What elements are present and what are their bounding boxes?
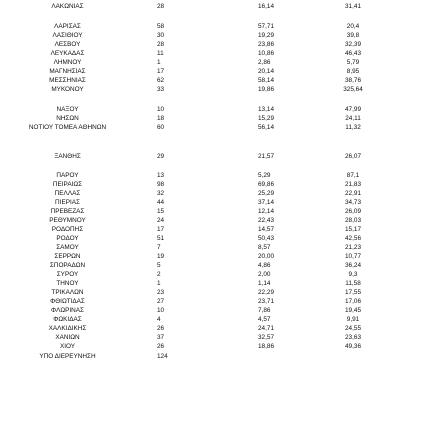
table-row [0,189,428,198]
cell-count: 5 [157,262,161,269]
cell-count: 37 [157,334,165,341]
cell-rate: 56,14 [258,124,274,131]
cell-count: 18 [157,115,165,122]
cell-count: 28 [157,41,165,48]
table-row [0,76,428,85]
table-row [0,288,428,297]
cell-name: ΛΑΣΙΘΙΟΥ [52,32,83,39]
table-row [0,58,428,67]
cell-name: ΦΛΩΡΙΝΑΣ [50,307,84,314]
cell-rate: 57,71 [258,23,274,30]
cell-per: 28,03 [345,217,361,224]
cell-rate: 10,86 [258,50,274,57]
cell-per: 10,77 [345,253,361,260]
cell-per: 8,95 [346,68,360,75]
cell-name: ΡΟΔΟΠΗΣ [51,226,84,233]
cell-count: 10 [157,307,165,314]
cell-rate: 23,86 [258,41,274,48]
table-row [0,234,428,243]
cell-count: 33 [157,86,165,93]
cell-per: 21,23 [345,244,361,251]
cell-count: 23 [157,289,165,296]
cell-count: 29 [157,153,165,160]
cell-rate: 14,57 [258,226,274,233]
cell-rate: 2,86 [258,59,271,66]
cell-rate: 19,86 [258,86,274,93]
cell-count: 17 [157,68,165,75]
cell-per: 21,83 [345,181,361,188]
cell-name: ΣΠΟΡΑΔΩΝ [49,262,86,269]
cell-name: ΞΑΝΘΗΣ [54,153,81,160]
cell-rate: 8,57 [258,244,271,251]
cell-name: ΦΩΚΙΔΑΣ [53,316,82,323]
cell-count: 124 [157,353,168,360]
table-row [0,243,428,252]
cell-rate: 50,43 [258,235,274,242]
cell-per: 19,45 [345,307,361,314]
cell-count: 27 [157,298,165,305]
cell-rate: 4,86 [258,262,271,269]
table-row [0,216,428,225]
cell-count: 15 [157,208,165,215]
cell-rate: 5,29 [258,172,271,179]
cell-per: 23,63 [345,334,361,341]
cell-count: 1 [157,59,161,66]
table-row [0,297,428,306]
cell-per: 325,64 [343,86,363,93]
cell-rate: 69,86 [258,181,274,188]
cell-per: 34,73 [345,199,361,206]
cell-count: 10 [157,106,165,113]
cell-name: ΜΑΓΝΗΣΙΑΣ [49,68,86,75]
cell-per: 46,43 [345,50,361,57]
cell-per: 47,99 [345,106,361,113]
table-row [0,22,428,31]
cell-per: 24,55 [345,325,361,332]
cell-count: 28 [157,3,165,10]
table-row [0,207,428,216]
table-row [0,105,428,114]
cell-per: 9,3 [348,271,358,278]
cell-rate: 37,14 [258,199,274,206]
cell-per: 32,39 [345,41,361,48]
cell-name: ΤΡΙΚΑΛΩΝ [51,289,84,296]
cell-rate: 20,14 [258,68,274,75]
cell-per: 17,06 [345,298,361,305]
cell-count: 2 [157,271,161,278]
cell-rate: 23,71 [258,298,274,305]
cell-name: ΠΑΡΟΥ [56,172,79,179]
cell-rate: 22,29 [258,289,274,296]
cell-count: 60 [157,124,165,131]
cell-rate: 32,57 [258,334,274,341]
table-row [0,252,428,261]
table-row [0,180,428,189]
table-row [0,342,428,351]
cell-rate: 4,57 [258,316,271,323]
cell-per: 36,24 [345,262,361,269]
cell-name: ΤΗΝΟΥ [56,280,79,287]
table-row [0,225,428,234]
cell-rate: 24,71 [258,325,274,332]
cell-per: 38,76 [345,77,361,84]
cell-count: 7 [157,244,161,251]
cell-per: 11,32 [345,124,361,131]
cell-name: ΠΕΛΛΑΣ [54,190,81,197]
cell-rate: 20,00 [258,253,274,260]
cell-per: 24,11 [345,115,361,122]
cell-name: ΛΑΡΙΣΑΣ [54,23,81,30]
cell-rate: 13,14 [258,106,274,113]
cell-rate: 18,86 [258,343,274,350]
cell-rate: 1,14 [258,280,271,287]
cell-name: ΥΠΟ ΔΙΕΡΕΥΝΗΣΗ [39,353,96,360]
cell-per: 9,91 [346,316,360,323]
table-row [0,85,428,94]
cell-rate: 22,43 [258,217,274,224]
cell-per: 49,36 [345,343,361,350]
cell-count: 13 [157,172,165,179]
cell-count: 1 [157,280,161,287]
cell-per: 31,41 [345,3,361,10]
cell-rate: 2,00 [258,271,271,278]
table-row [0,40,428,49]
cell-rate: 16,14 [258,3,274,10]
table-row [0,324,428,333]
cell-name: ΧΑΝΙΩΝ [55,334,80,341]
table-row [0,306,428,315]
cell-per: 15,17 [345,226,361,233]
cell-count: 98 [157,181,165,188]
table-row [0,114,428,123]
cell-per: 26,09 [345,208,361,215]
cell-name: ΧΑΛΚΙΔΙΚΗΣ [48,325,87,332]
cell-name: ΠΙΕΡΙΑΣ [55,199,80,206]
table-row [0,31,428,40]
cell-per: 5,79 [346,59,360,66]
table-row [0,67,428,76]
cell-count: 51 [157,235,165,242]
cell-per: 42,56 [345,235,361,242]
cell-name: ΝΟΤΙΟΥ ΤΟΜΕΑ ΑΘΗΝΩΝ [28,124,107,131]
cell-count: 30 [157,32,165,39]
table-row [0,152,428,161]
cell-count: 32 [157,190,165,197]
cell-count: 58 [157,23,165,30]
table-row [0,171,428,180]
cell-per: 20,4 [346,23,360,30]
cell-rate: 12,14 [258,208,274,215]
cell-name: ΛΑΚΩΝΙΑΣ [51,3,84,10]
cell-name: ΝΗΣΩΝ [56,115,79,122]
cell-per: 17,55 [345,289,361,296]
cell-count: 11 [157,50,164,57]
cell-count: 26 [157,325,165,332]
cell-name: ΛΕΥΚΑΔΑΣ [50,50,85,57]
cell-name: ΠΡΕΒΕΖΑΣ [50,208,85,215]
cell-count: 44 [157,199,165,206]
cell-name: ΧΙΟΥ [59,343,76,350]
table-row [0,333,428,342]
cell-per: 87,1 [346,172,360,179]
table-row [0,198,428,207]
cell-name: ΣΥΡΟΥ [56,271,79,278]
cell-per: 26,07 [345,153,361,160]
cell-count: 24 [157,217,165,224]
table-row [0,49,428,58]
cell-name: ΦΘΙΩΤΙΔΑΣ [50,298,85,305]
cell-per: 11,58 [345,280,361,287]
cell-count: 17 [157,226,165,233]
cell-rate: 15,29 [258,115,274,122]
cell-name: ΜΥΚΟΝΟΥ [51,86,84,93]
cell-rate: 21,57 [258,153,274,160]
cell-name: ΝΑΞΟΥ [56,106,79,113]
table-row [0,352,428,361]
cell-rate: 58,14 [258,77,274,84]
cell-count: 62 [157,77,165,84]
cell-name: ΣΑΜΟΥ [56,244,79,251]
cell-name: ΠΕΙΡΑΙΩΣ [52,181,83,188]
cell-rate: 7,86 [258,307,271,314]
cell-name: ΡΕΘΥΜΝΟΥ [49,217,86,224]
table-row [0,123,428,132]
cell-count: 4 [157,316,161,323]
cell-name: ΛΕΣΒΟΥ [54,41,81,48]
table-row [0,279,428,288]
table-row [0,315,428,324]
cell-rate: 25,29 [258,190,274,197]
cell-count: 26 [157,343,165,350]
cell-per: 22,91 [345,190,361,197]
table-row [0,270,428,279]
cell-per: 39,8 [346,32,360,39]
cell-name: ΣΕΡΡΩΝ [54,253,81,260]
cell-count: 19 [157,253,165,260]
cell-name: ΡΟΔΟΥ [56,235,79,242]
cell-name: ΜΕΣΣΗΝΙΑΣ [49,77,86,84]
table-row [0,2,428,11]
cell-name: ΛΗΜΝΟΥ [53,59,82,66]
cell-rate: 19,29 [258,32,274,39]
table-row [0,261,428,270]
